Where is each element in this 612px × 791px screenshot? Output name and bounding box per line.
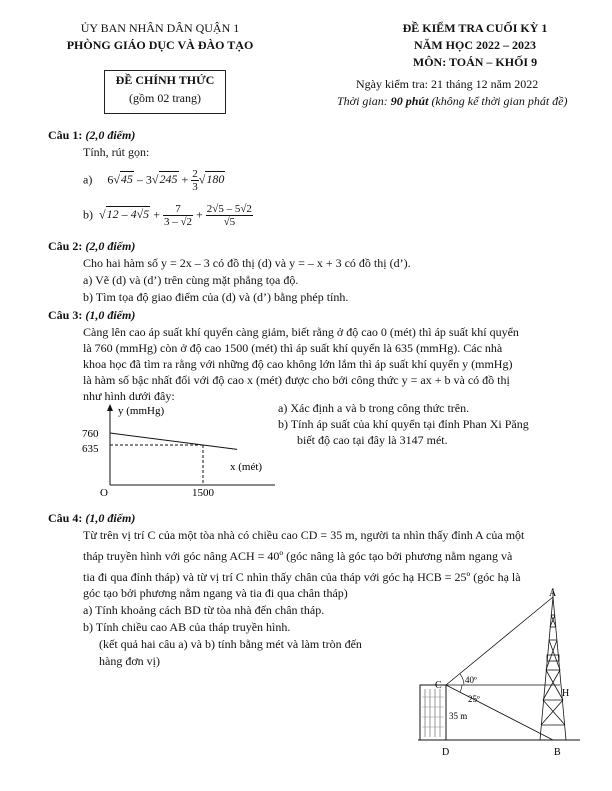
exam-date: Ngày kiểm tra: 21 tháng 12 năm 2022 — [356, 77, 539, 91]
q4-a: a) Tính khoảng cách BD từ tòa nhà đến chân tháp. — [83, 603, 325, 617]
series-line — [110, 433, 237, 449]
y-tick-760: 760 — [82, 428, 99, 440]
label-D: D — [442, 747, 450, 758]
q4-note2: hàng đơn vị) — [99, 654, 161, 668]
y-axis-label: y (mmHg) — [118, 405, 165, 417]
authority-name: ỦY BAN NHÂN DÂN QUẬN 1 — [80, 21, 240, 35]
building — [420, 685, 446, 740]
q4-text: Từ trên vị trí C của một tòa nhà có chiều cao CD = 35 m, người ta nhìn thấy đỉnh A của một tháp truyền hình với góc nâng ACH = 40º (góc nâng là góc tạo bởi phương nằm ngang và tia đi qua đỉnh tháp) và từ vị trí C nhìn thấy chân của tháp với góc hạ HCB = 25º (góc hạ là — [83, 528, 525, 584]
origin-label: O — [100, 487, 108, 499]
q2-intro: Cho hai hàm số y = 2x – 3 có đồ thị (d) và y = – x + 3 có đồ thị (d’). — [83, 256, 411, 270]
label-angle-25: 25º — [468, 694, 480, 704]
label-height: 35 m — [449, 711, 468, 721]
angle-arc-25 — [460, 685, 462, 692]
official-title: ĐỀ CHÍNH THỨC — [115, 73, 215, 87]
q2-b: b) Tìm tọa độ giao điểm của (d) và (d’) bằng phép tính. — [83, 290, 349, 304]
q1-a: a) 6√45 – 3√245 + $\frac{2}{3}$ √180 — [83, 168, 225, 193]
q1-b: b) √12 – 4√5 + $\frac{7}{3 - √2}$ + $\frac{2√5 - 5√2}{√5}$ — [83, 203, 252, 228]
q1-heading: Câu 1: (2,0 điểm) — [48, 128, 136, 142]
q2-a: a) Vẽ (d) và (d’) trên cùng mặt phẳng tọa độ. — [83, 273, 299, 287]
department-name: PHÒNG GIÁO DỤC VÀ ĐÀO TẠO — [66, 38, 254, 52]
exam-time: Thời gian: 90 phút (không kể thời gian phát đề) — [337, 94, 568, 108]
tower-figure — [410, 585, 600, 760]
q2-heading: Câu 2: (2,0 điểm) — [48, 239, 136, 253]
x-tick-1500: 1500 — [192, 487, 214, 499]
q3-text: Càng lên cao áp suất khí quyển càng giảm, biết rằng ở độ cao 0 (mét) thì áp suất khí quyển là 760 (mmHg) còn ở độ cao 1500 (mét) thì áp suất khí quyển là 635 (mmHg). Các nhà khoa học đã tìm ra rằng với những độ cao không lớn lắm thì áp suất khí quyển y (mmHg) là hàm số bậc nhất đối với độ cao x (mét) được cho bởi công thức y = ax + b và có đồ thị như hình dưới đây: — [83, 325, 519, 403]
q1-intro: Tính, rút gọn: — [83, 145, 150, 159]
school-year: NĂM HỌC 2022 – 2023 — [414, 38, 536, 52]
angle-arc-40 — [460, 674, 464, 685]
q3-tasks — [278, 400, 529, 448]
exam-title: ĐỀ KIỂM TRA CUỐI KỲ 1 — [402, 21, 548, 35]
x-axis-label: x (mét) — [230, 461, 263, 473]
label-A: A — [549, 588, 557, 599]
q4-note1: (kết quả hai câu a) và b) tính bằng mét và làm tròn đến — [99, 637, 362, 651]
label-angle-40: 40º — [465, 675, 477, 685]
q3-b-cont: biết độ cao tại đây là 3147 mét. — [297, 433, 448, 447]
label-C: C — [435, 680, 442, 691]
label-H: H — [562, 688, 570, 699]
official-pages: (gồm 02 trang) — [129, 91, 201, 105]
q3-heading: Câu 3: (1,0 điểm) — [48, 308, 136, 322]
q3-a: a) Xác định a và b trong công thức trên. — [278, 401, 470, 415]
pressure-chart — [80, 400, 280, 500]
tower — [540, 588, 566, 740]
official-box — [104, 70, 226, 114]
q4-text-2: góc tạo bởi phương nằm ngang và tia đi qua chân tháp) a) Tính khoảng cách BD từ tòa nhà đến chân tháp. b) Tính chiều cao AB của tháp truyền hình. (kết quả hai câu a) và b) tính bằng mét và làm tròn đến hàng đơn vị) — [83, 586, 362, 668]
line-CA — [446, 597, 553, 685]
label-B: B — [554, 747, 561, 758]
subject: MÔN: TOÁN – KHỐI 9 — [412, 55, 538, 69]
q4-heading: Câu 4: (1,0 điểm) — [48, 511, 136, 525]
q4-b: b) Tính chiều cao AB của tháp truyền hình. — [83, 620, 291, 634]
y-tick-635: 635 — [82, 443, 99, 455]
q3-b: b) Tính áp suất của khí quyển tại đỉnh Phan Xi Păng — [278, 417, 529, 431]
y-axis-arrow — [107, 404, 113, 411]
